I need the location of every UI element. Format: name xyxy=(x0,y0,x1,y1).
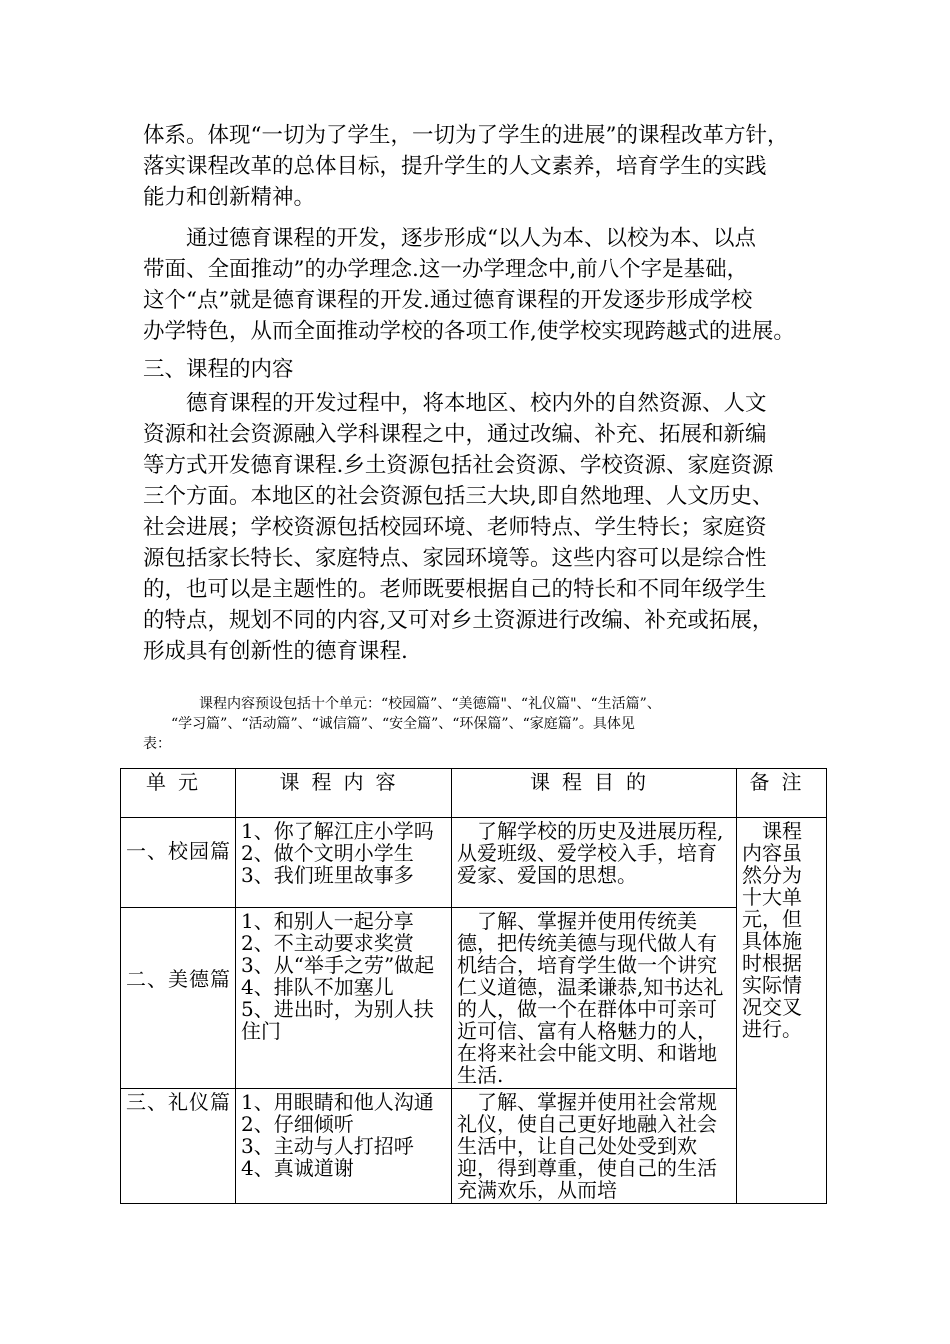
content-item: 1、用眼睛和他人沟通 xyxy=(241,1090,434,1114)
text-line: 这个“点”就是德育课程的开发.通过德育课程的开发逐步形成学校 xyxy=(143,288,753,313)
text-line: “学习篇”、“活动篇”、“诚信篇”、“安全篇”、“环保篇”、“家庭篇”。具体见 xyxy=(143,716,635,732)
header-unit: 单元 xyxy=(121,769,236,818)
text-line: 办学特色，从而全面推动学校的各项工作,使学校实现跨越式的进展。 xyxy=(143,319,795,344)
table-header-row xyxy=(121,769,827,818)
text-line: 社会进展；学校资源包括校园环境、老师特点、学生特长；家庭资 xyxy=(143,515,767,540)
text-line: 资源和社会资源融入学科课程之中，通过改编、补充、拓展和新编 xyxy=(143,422,767,447)
text-line: 等方式开发德育课程.乡土资源包括社会资源、学校资源、家庭资源 xyxy=(143,453,774,478)
content-item: 3、主动与人打招呼 xyxy=(241,1134,414,1158)
goal-cell: 了解、掌握并使用传统美德，把传统美德与现代做人有机结合，培育学生做一个讲究仁义道德，温柔谦恭,知书达礼的人，做一个在群体中可亲可近可信、富有人格魅力的人，在将来社会中能文明、和谐地生活. xyxy=(452,908,737,1089)
goal-cell: 了解、掌握并使用社会常规礼仪，使自己更好地融入社会生活中，让自己处处受到欢迎，得到尊重，使自己的生活充满欢乐，从而培 xyxy=(452,1089,737,1204)
table-row xyxy=(121,908,827,1089)
paragraph-philosophy xyxy=(143,223,833,347)
goal-cell: 了解学校的历史及进展历程,从爱班级、爱学校入手，培育爱家、爱国的思想。 xyxy=(452,818,737,908)
remark-cell: 课程内容虽然分为十大单元，但具体施时根据实际情况交叉进行。 xyxy=(737,818,827,1204)
section-heading xyxy=(143,354,833,385)
unit-cell: 三、礼仪篇 xyxy=(121,1089,236,1204)
content-item: 1、和别人一起分享 xyxy=(241,909,414,933)
table-row xyxy=(121,818,827,908)
text-line: 带面、全面推动”的办学理念.这一办学理念中,前八个字是基础， xyxy=(143,257,749,282)
course-table xyxy=(120,768,827,1204)
header-remark: 备注 xyxy=(737,769,827,818)
unit-cell: 一、校园篇 xyxy=(121,818,236,908)
text-line: 通过德育课程的开发，逐步形成“以人为本、以校为本、以点 xyxy=(143,226,756,251)
content-item: 5、进出时，为别人扶住门 xyxy=(241,997,434,1043)
content-item: 4、真诚道谢 xyxy=(241,1156,354,1180)
text-line: 的特点，规划不同的内容,又可对乡土资源进行改编、补充或拓展， xyxy=(143,608,774,633)
content-item: 3、我们班里故事多 xyxy=(241,863,414,887)
text-line: 表： xyxy=(143,736,171,752)
table-row xyxy=(121,1089,827,1204)
heading-text: 三、课程的内容 xyxy=(143,357,294,382)
header-content: 课程内容 xyxy=(236,769,452,818)
text-line: 落实课程改革的总体目标，提升学生的人文素养，培育学生的实践 xyxy=(143,154,767,179)
content-item: 2、不主动要求奖赏 xyxy=(241,931,414,955)
text-line: 三个方面。本地区的社会资源包括三大块,即自然地理、人文历史、 xyxy=(143,484,774,509)
text-line: 能力和创新精神。 xyxy=(143,185,316,210)
text-line: 体系。体现“一切为了学生，一切为了学生的进展”的课程改革方针， xyxy=(143,123,789,148)
text-line: 源包括家长特长、家庭特点、家园环境等。这些内容可以是综合性 xyxy=(143,546,767,571)
text-line: 德育课程的开发过程中，将本地区、校内外的自然资源、人文 xyxy=(143,391,767,416)
content-item: 3、从“举手之劳”做起 xyxy=(241,953,435,977)
unit-cell: 二、美德篇 xyxy=(121,908,236,1089)
content-cell xyxy=(236,908,452,1089)
content-cell xyxy=(236,818,452,908)
paragraph-intro xyxy=(143,120,833,213)
header-goal: 课程目的 xyxy=(452,769,737,818)
paragraph-content xyxy=(143,388,833,667)
table-intro-note xyxy=(143,694,833,754)
text-line: 的，也可以是主题性的。老师既要根据自己的特长和不同年级学生 xyxy=(143,577,767,602)
text-line: 课程内容预设包括十个单元：“校园篇”、“美德篇"、“礼仪篇"、“生活篇”、 xyxy=(143,696,661,712)
content-item: 4、排队不加塞儿 xyxy=(241,975,394,999)
content-item: 1、你了解江庄小学吗 xyxy=(241,819,434,843)
content-item: 2、仔细倾听 xyxy=(241,1112,354,1136)
text-line: 形成具有创新性的德育课程. xyxy=(143,639,408,664)
content-cell xyxy=(236,1089,452,1204)
content-item: 2、做个文明小学生 xyxy=(241,841,414,865)
